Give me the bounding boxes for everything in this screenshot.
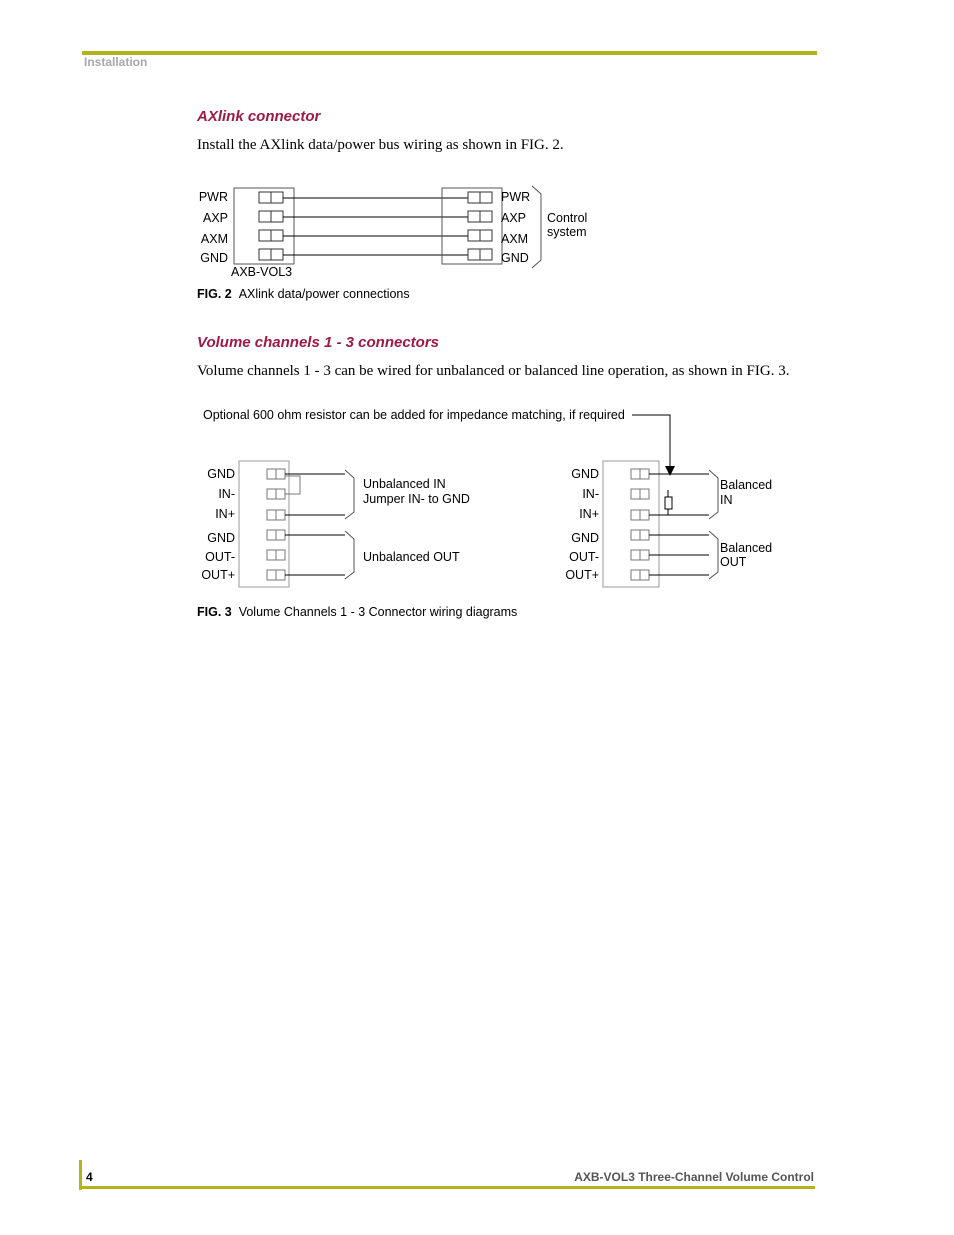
body-paragraph-volume: Volume channels 1 - 3 can be wired for unbalanced or balanced line operation, as shown in FIG. 3. xyxy=(197,363,790,379)
fig3-right-pin-label: IN+ xyxy=(579,507,599,521)
section-heading-axlink: AXlink connector xyxy=(197,108,321,125)
fig3-bracket xyxy=(709,470,718,519)
fig3-left-pin-label: OUT+ xyxy=(201,568,235,582)
fig2-left-pin-label: AXM xyxy=(200,232,228,246)
fig3-resistor-icon xyxy=(665,497,672,509)
fig2-right-pin-label: PWR xyxy=(501,190,531,204)
fig2-right-pin-label: GND xyxy=(501,251,529,265)
fig3-caption-text: Volume Channels 1 - 3 Connector wiring diagrams xyxy=(238,605,518,619)
footer-rule xyxy=(79,1186,815,1189)
fig3-right-pin-label: GND xyxy=(571,531,599,545)
fig3-left-connector-body xyxy=(239,461,289,587)
footer-document-title: AXB-VOL3 Three-Channel Volume Control xyxy=(574,1170,814,1184)
fig2-device-label: AXB-VOL3 xyxy=(231,265,293,279)
fig2-left-pin-label: PWR xyxy=(198,190,228,204)
fig3-right-pin-label: IN- xyxy=(582,487,599,501)
fig2-number: FIG. 2 xyxy=(197,287,232,301)
fig3-resistor-note: Optional 600 ohm resistor can be added for impedance matching, if required xyxy=(203,408,625,422)
fig3-jumper xyxy=(285,476,300,494)
fig3-left-pin-label: OUT- xyxy=(205,550,235,564)
fig2-right-pin-label: AXP xyxy=(501,211,527,225)
fig3-right-pin-label: GND xyxy=(571,467,599,481)
fig3-right-connector-body xyxy=(603,461,659,587)
fig2-axlink-diagram xyxy=(190,180,610,280)
page-number: 4 xyxy=(86,1170,93,1184)
fig3-balanced-in-label: Balanced xyxy=(720,478,773,492)
fig3-left-pin-label: GND xyxy=(207,467,235,481)
fig3-bracket xyxy=(709,531,718,579)
fig3-unbalanced-out-label: Unbalanced OUT xyxy=(363,550,460,564)
fig3-left-wires xyxy=(285,474,345,575)
fig3-number: FIG. 3 xyxy=(197,605,232,619)
fig3-balanced-out-label: Balanced xyxy=(720,541,773,555)
fig3-left-pin-label: GND xyxy=(207,531,235,545)
fig3-unbalanced-in-label: Jumper IN- to GND xyxy=(363,492,470,506)
fig2-caption-text: AXlink data/power connections xyxy=(238,287,410,301)
fig2-bracket xyxy=(532,186,541,268)
fig3-bracket xyxy=(345,531,354,579)
running-header: Installation xyxy=(84,55,148,69)
fig2-control-label: system xyxy=(547,225,587,239)
fig2-right-pin-label: AXM xyxy=(501,232,529,246)
body-paragraph-axlink: Install the AXlink data/power bus wiring as shown in FIG. 2. xyxy=(197,137,564,153)
fig3-right-pin-label: OUT- xyxy=(569,550,599,564)
fig3-bracket xyxy=(345,470,354,519)
fig3-balanced-out-label: OUT xyxy=(720,555,747,569)
fig2-wires xyxy=(283,198,469,255)
fig3-balanced-in-label: IN xyxy=(720,493,733,507)
section-heading-volume: Volume channels 1 - 3 connectors xyxy=(197,334,440,351)
fig2-caption xyxy=(197,287,410,301)
fig3-right-wires xyxy=(649,474,709,575)
fig3-caption xyxy=(197,605,517,619)
fig3-volume-diagram xyxy=(195,400,795,595)
header-rule xyxy=(82,51,817,55)
fig3-right-pin-label: OUT+ xyxy=(565,568,599,582)
fig2-left-pin-label: AXP xyxy=(202,211,228,225)
fig3-unbalanced-in-label: Unbalanced IN xyxy=(363,477,446,491)
fig3-note-leader xyxy=(632,415,670,470)
fig3-left-pin-label: IN- xyxy=(218,487,235,501)
fig3-left-pin-label: IN+ xyxy=(215,507,235,521)
fig2-left-pin-label: GND xyxy=(200,251,228,265)
fig2-control-label: Control xyxy=(547,211,588,225)
